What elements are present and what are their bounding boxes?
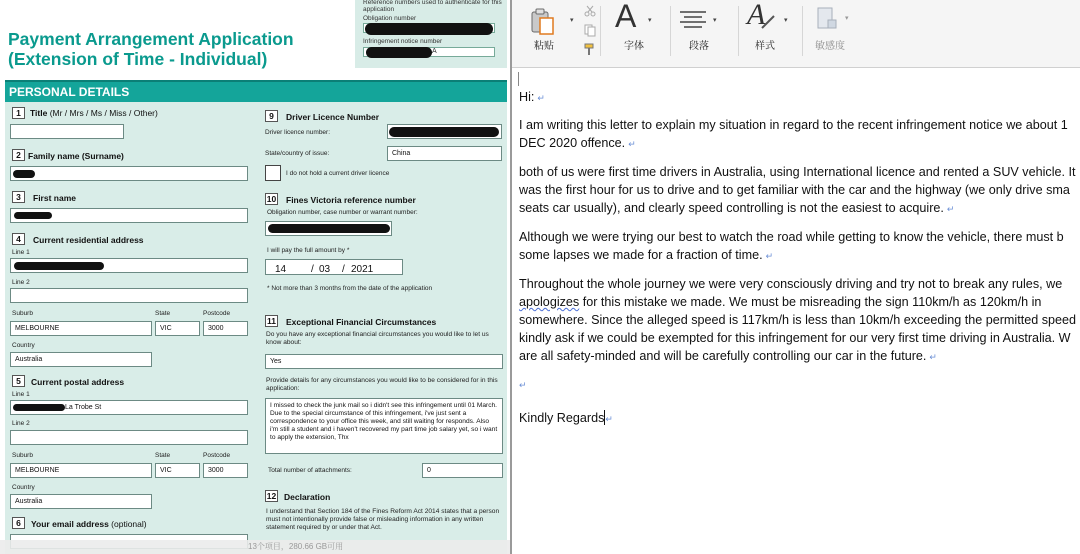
empty-paragraph [519,375,527,395]
licence-number-label: Driver licence number: [265,129,331,136]
redaction-mark [366,47,432,58]
sensitivity-label: 敏感度 [815,41,845,52]
pay-day: 14 [275,264,287,275]
ribbon-separator [670,6,671,56]
reference-heading: Fines Victoria reference number [286,195,416,205]
paragraph-mark: ↵ [946,204,955,214]
title-heading-text: Title [30,108,48,118]
res-line2-label: Line 2 [12,279,30,286]
form-title [8,29,294,69]
res-postcode-field[interactable]: 3000 [203,321,248,336]
driver-licence-heading: Driver Licence Number [286,112,380,122]
email-hint: (optional) [111,519,147,529]
title-field[interactable] [10,124,124,139]
attachments-field[interactable]: 0 [422,463,503,478]
letter-p4-line1: Throughout the whole journey we were very consciously driving and try not to break any rules, we [519,277,1063,291]
form-title-line1: Payment Arrangement Application [8,29,294,49]
post-postcode-field[interactable]: 3000 [203,463,248,478]
post-line2-label: Line 2 [12,420,30,427]
reference-label: Obligation number, case number or warrant number: [267,209,418,216]
sensitivity-group[interactable] [812,0,862,60]
pay-by-label: I will pay the full amount by * [267,247,350,254]
licence-state-label: State/country of issue: [265,150,330,157]
pdf-form-window [0,0,510,554]
finder-status-bar: 13个项目，280.66 GB可用 [0,540,510,554]
email-heading-text: Your email address [31,519,109,529]
paragraph-mark: ↵ [929,352,937,362]
section-number-11: 11 [267,316,276,326]
title-hint: (Mr / Mrs / Ms / Miss / Other) [49,108,158,118]
styles-label: 样式 [755,41,775,52]
family-name-heading: Family name (Surname) [28,151,124,161]
font-icon: A [615,0,637,34]
section-number-9: 9 [265,110,278,122]
ribbon-separator [600,6,601,56]
section-number-4: 4 [12,233,25,245]
section-number-12: 12 [266,491,277,501]
post-line1-label: Line 1 [12,391,30,398]
exceptional-answer-field[interactable]: Yes [265,354,503,369]
paragraph-mark: ↵ [519,380,527,390]
chevron-down-icon: ▾ [784,17,788,24]
p3-line2-text: some lapses we made for a fraction of time. [519,248,763,262]
chevron-down-icon: ▾ [713,17,717,24]
paragraph-label: 段落 [689,41,709,52]
section-number-6: 6 [12,517,25,529]
letter-p2-line1: both of us were first time drivers in Australia, using International licence and rented a SUV vehicle. It [519,165,1076,179]
letter-p3-line1: Although we were trying our best to watch the road while getting to know the vehicle, there must b [519,230,1064,244]
post-postcode-label: Postcode [203,452,231,459]
form-title-line2: (Extension of Time - Individual) [8,49,268,69]
infringement-field[interactable]: A [363,47,495,57]
details-label: Provide details for any circumstances you would like to be considered for in this application: [266,377,498,392]
post-country-label: Country [12,484,35,491]
paragraph-mark: ↵ [605,414,613,424]
chevron-down-icon[interactable]: ▾ [570,17,574,24]
word-window [512,0,1080,554]
email-heading [31,519,147,529]
details-textarea[interactable]: I missed to check the junk mail so i didn't see this infringement until 01 March. Due to the special circumstance of this infringement, i've just sent a correspondence to your office this week, and still waiting for responds. Also i'm still a student and i haven't recovered my part time job salary yet, so i want to apply the extension, Thx [265,398,503,454]
residential-address-heading: Current residential address [33,235,144,245]
text-cursor [604,410,605,425]
post-line2-field[interactable] [10,430,248,445]
paragraph-mark: ↵ [537,93,545,103]
chevron-down-icon: ▾ [648,17,652,24]
paragraph-mark: ↵ [628,139,636,149]
styles-icon: A [747,0,766,31]
infringement-label: Infringement notice number [363,38,443,45]
section-number-2: 2 [12,149,25,161]
declaration-text: I understand that Section 184 of the Fines Reform Act 2014 states that a person must not intentionally provide false or misleading information in any written statement required by or under that Act. [266,508,500,531]
no-licence-label: I do not hold a current driver licence [286,170,390,177]
chevron-down-icon: ▾ [845,15,849,22]
postal-address-heading: Current postal address [31,377,125,387]
font-group[interactable] [612,0,662,60]
clipboard-group [524,0,604,60]
pay-month: 03 [319,264,331,275]
refbox-intro: Reference numbers used to authenticate for this application [363,0,502,13]
section-number-10: 10 [266,194,277,204]
letter-p3-line2 [519,246,773,266]
post-suburb-field[interactable]: MELBOURNE [10,463,152,478]
post-state-label: State [155,452,171,459]
letter-p2-line3 [519,199,954,219]
brush-icon [760,14,776,30]
paragraph-icon [680,10,706,28]
date-sep: / [342,264,345,275]
p4-line2-rest: for this mistake we made. We must be misreading the sign 110km/h as 120km/h in [579,295,1042,309]
paragraph-group[interactable] [680,0,730,60]
date-sep: / [311,264,314,275]
letter-p1-line2 [519,134,636,154]
pay-by-note: * Not more than 3 months from the date of the application [267,285,433,292]
greeting-text: Hi: [519,90,535,104]
redaction-mark [14,212,52,219]
personal-details-header [5,80,507,102]
title-heading [30,108,158,118]
post-state-field[interactable]: VIC [155,463,200,478]
letter-p1-line1: I am writing this letter to explain my situation in regard to the recent infringement notice we about 1 [519,118,1068,132]
obligation-label: Obligation number [363,15,417,22]
res-country-field[interactable]: Australia [10,352,152,367]
redaction-mark [389,127,499,137]
closing-text: Kindly Regards [519,411,605,425]
res-suburb-label: Suburb [12,310,33,317]
section-number-3: 3 [12,191,25,203]
declaration-heading: Declaration [284,492,331,502]
res-line2-field[interactable] [10,288,248,303]
res-country-label: Country [12,342,35,349]
letter-closing [519,407,613,429]
ribbon-separator [738,6,739,56]
letter-p4-line5 [519,347,937,367]
attachments-label: Total number of attachments: [268,467,352,474]
res-state-field[interactable]: VIC [155,321,200,336]
res-postcode-label: Postcode [203,310,231,317]
form-panel [5,102,507,554]
paste-icon[interactable] [530,8,556,36]
section-header-text: PERSONAL DETAILS [9,85,130,99]
res-line1-label: Line 1 [12,249,30,256]
exceptional-question: Do you have any exceptional financial circumstances you would like to let us know about: [266,331,489,346]
post-line1-field[interactable]: La Trobe St [10,400,248,415]
sensitivity-icon [816,6,840,32]
ribbon-separator [802,6,803,56]
letter-p4-line3: somewhere. Since the alleged speed is 117km/h is less than 10km/h exceeding the permitted speed [519,313,1077,327]
redaction-mark [268,224,390,233]
letter-p4-line2 [519,293,1041,312]
spelling-flagged-word[interactable]: apologizes [519,295,580,309]
no-licence-checkbox[interactable] [265,165,281,181]
exceptional-heading: Exceptional Financial Circumstances [286,317,437,327]
paragraph-mark: ↵ [765,251,774,261]
post-suburb-label: Suburb [12,452,33,459]
redaction-mark [13,170,35,178]
licence-state-field[interactable]: China [387,146,502,161]
redaction-mark [365,23,493,35]
pay-year: 2021 [351,264,374,275]
p4-line5-text: are all safety-minded and will be carefully controlling our car in the future. [519,349,927,363]
first-name-heading: First name [33,193,76,203]
styles-group[interactable] [746,0,796,60]
section-number-5: 5 [12,375,25,387]
ribbon-toolbar [512,0,1080,68]
copy-icon[interactable] [584,24,596,37]
res-state-label: State [155,310,171,317]
post-country-field[interactable]: Australia [10,494,152,509]
letter-p2-line2: was the first hour for us to drive and to get familiar with the car and the highway (we only drive sma [519,183,1070,197]
cut-icon[interactable] [584,5,596,17]
p1-line2-text: DEC 2020 offence. [519,136,626,150]
section-number-1: 1 [12,107,25,119]
res-suburb-field[interactable]: MELBOURNE [10,321,152,336]
redaction-mark [13,404,65,411]
paste-label: 粘贴 [534,41,554,52]
redaction-mark [14,262,104,270]
page-corner-mark [518,72,519,86]
letter-p4-line4: kindly ask if we could be exempted for this infringement for our very first time driving in Australia. W [519,331,1071,345]
font-label: 字体 [624,41,644,52]
p2-line3-text: seats car usually), and clearly speed controlling is not the easiest to acquire. [519,201,944,215]
format-painter-icon[interactable] [584,43,597,56]
letter-greeting [519,88,545,108]
family-name-field[interactable] [10,166,248,181]
